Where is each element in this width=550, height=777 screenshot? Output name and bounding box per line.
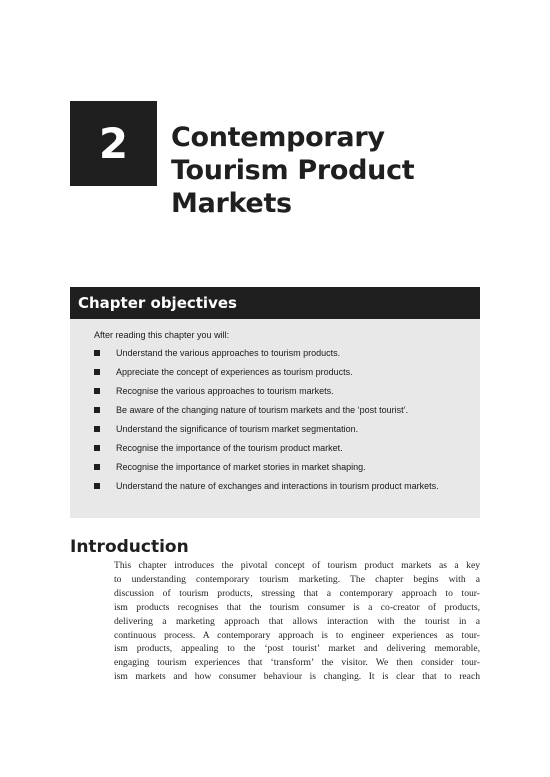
square-bullet-icon — [94, 483, 100, 489]
paragraph-line: discussion of tourism products, stressing that a contemporary approach to tour- — [114, 587, 480, 599]
square-bullet-icon — [94, 426, 100, 432]
objective-item — [94, 461, 468, 473]
objective-text: Understand the nature of exchanges and interactions in tourism product markets. — [116, 481, 439, 491]
paragraph-line: ism products recognises that the tourism consumer is a co-creator of products, — [114, 601, 480, 613]
introduction-paragraph — [114, 559, 480, 684]
paragraph-line: continuous process. A contemporary approach is to engineer experiences as tour- — [114, 629, 480, 641]
chapter-title-line: Contemporary — [171, 122, 385, 153]
square-bullet-icon — [94, 407, 100, 413]
square-bullet-icon — [94, 388, 100, 394]
paragraph-line: delivering a marketing approach that allows interaction with the tourist in a — [114, 615, 480, 627]
square-bullet-icon — [94, 369, 100, 375]
chapter-title-line: Tourism Product — [171, 155, 415, 186]
objectives-list — [94, 347, 468, 492]
objective-text: Be aware of the changing nature of tourism markets and the ‘post tourist’. — [116, 405, 409, 415]
chapter-number-box — [70, 101, 157, 186]
objectives-intro: After reading this chapter you will: — [94, 330, 230, 340]
square-bullet-icon — [94, 350, 100, 356]
paragraph-line: This chapter introduces the pivotal concept of tourism product markets as a key — [114, 560, 480, 571]
objective-text: Recognise the importance of the tourism product market. — [116, 443, 343, 453]
chapter-objectives-body — [70, 319, 480, 492]
chapter-number: 2 — [98, 118, 129, 168]
objective-item — [94, 423, 468, 435]
objective-text: Appreciate the concept of experiences as tourism products. — [116, 367, 353, 377]
objective-item — [94, 442, 468, 454]
objective-item — [94, 480, 468, 492]
paragraph-line: ism products, appealing to the ‘post tourist’ market and delivering memorable, — [114, 643, 480, 655]
paragraph-line: to understanding contemporary tourism marketing. The chapter begins with a — [114, 573, 480, 585]
objective-item — [94, 385, 468, 397]
chapter-title — [171, 121, 501, 220]
objective-text: Understand the significance of tourism market segmentation. — [116, 424, 359, 434]
square-bullet-icon — [94, 445, 100, 451]
square-bullet-icon — [94, 464, 100, 470]
objective-text: Recognise the importance of market stories in market shaping. — [116, 462, 366, 472]
introduction-heading: Introduction — [70, 537, 189, 557]
objective-item — [94, 366, 468, 378]
objective-text: Understand the various approaches to tourism products. — [116, 348, 341, 358]
objective-text: Recognise the various approaches to tourism markets. — [116, 386, 334, 396]
chapter-objectives-box — [70, 287, 480, 518]
chapter-title-line: Markets — [171, 188, 292, 219]
objective-item — [94, 347, 468, 359]
paragraph-line: ism markets and how consumer behaviour is changing. It is clear that to reach — [114, 671, 480, 683]
objective-item — [94, 404, 468, 416]
paragraph-line: engaging tourism experiences that ‘transform’ the visitor. We then consider tour- — [114, 657, 480, 669]
chapter-objectives-heading: Chapter objectives — [70, 287, 480, 319]
